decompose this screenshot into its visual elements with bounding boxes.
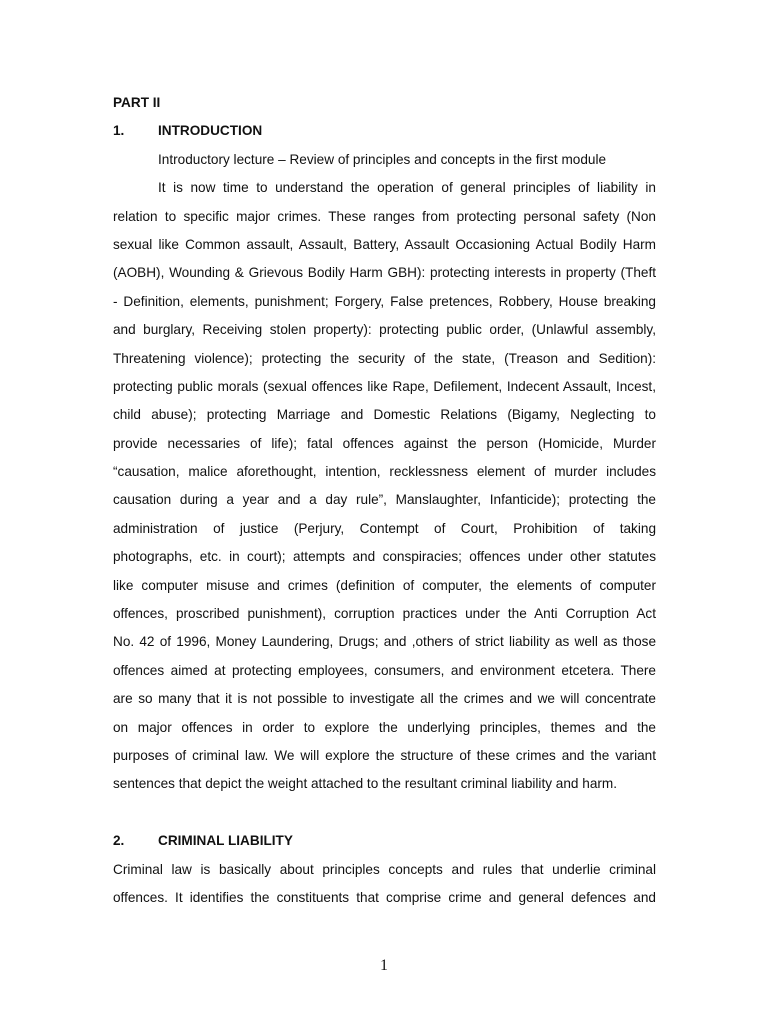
section-2-title: CRIMINAL LIABILITY (158, 833, 293, 849)
paragraph-spacer (113, 799, 656, 827)
paragraph-line: protecting public morals (sexual offences like Rape, Defilement, Indecent Assault, Incest, (113, 378, 656, 394)
paragraph-line: photographs, etc. in court); attempts and conspiracies; offences under other statutes (113, 549, 656, 565)
paragraph-line: offences, proscribed punishment), corruption practices under the Anti Corruption Act (113, 606, 656, 622)
paragraph-line: and burglary, Receiving stolen property): protecting public order, (Unlawful assembly, (113, 322, 656, 338)
paragraph-line: like computer misuse and crimes (definition of computer, the elements of computer (113, 577, 656, 593)
section-1-number: 1. (113, 123, 125, 139)
paragraph-line: on major offences in order to explore the underlying principles, themes and the (113, 719, 656, 735)
paragraph-line: causation during a year and a day rule”, Manslaughter, Infanticide); protecting the (113, 492, 656, 508)
paragraph-line: administration of justice (Perjury, Contempt of Court, Prohibition of taking (113, 520, 656, 536)
paragraph-line: It is now time to understand the operation of general principles of liability in (158, 180, 656, 196)
paragraph-line: child abuse); protecting Marriage and Domestic Relations (Bigamy, Neglecting to (113, 407, 656, 423)
paragraph-line: - Definition, elements, punishment; Forgery, False pretences, Robbery, House breaking (113, 293, 656, 309)
paragraph-line: relation to specific major crimes. These ranges from protecting personal safety (Non (113, 208, 656, 224)
part-heading: PART II (113, 95, 161, 110)
section-2-heading (113, 827, 656, 855)
paragraph-line: (AOBH), Wounding & Grievous Bodily Harm GBH): protecting interests in property (Theft (113, 265, 656, 281)
document-body (113, 89, 656, 912)
paragraph-line: “causation, malice aforethought, intention, recklessness element of murder includes (113, 464, 656, 480)
section-2-number: 2. (113, 833, 125, 849)
paragraph-line: sentences that depict the weight attached to the resultant criminal liability and harm. (113, 776, 618, 792)
paragraph-line: No. 42 of 1996, Money Laundering, Drugs; and ,others of strict liability as well as those (113, 634, 656, 650)
paragraph-line: are so many that it is not possible to investigate all the crimes and we will concentrate (113, 691, 656, 707)
section-1-paragraph (113, 174, 656, 799)
section-1-heading (113, 117, 656, 145)
paragraph-line: provide necessaries of life); fatal offences against the person (Homicide, Murder (113, 435, 656, 451)
paragraph-line: Criminal law is basically about principles concepts and rules that underlie criminal (113, 861, 656, 877)
paragraph-line: Threatening violence); protecting the security of the state, (Treason and Sedition): (113, 350, 656, 366)
paragraph-line: offences. It identifies the constituents that comprise crime and general defences and (113, 889, 656, 905)
section-2-paragraph (113, 856, 656, 913)
paragraph-line: purposes of criminal law. We will explore the structure of these crimes and the variant (113, 747, 656, 763)
page-number: 1 (380, 957, 388, 974)
paragraph-line: sexual like Common assault, Assault, Battery, Assault Occasioning Actual Bodily Harm (113, 236, 656, 252)
section-1-subtitle: Introductory lecture – Review of principles and concepts in the first module (158, 151, 607, 167)
paragraph-line: offences aimed at protecting employees, consumers, and environment etcetera. There (113, 662, 656, 678)
section-1-title: INTRODUCTION (158, 123, 263, 139)
